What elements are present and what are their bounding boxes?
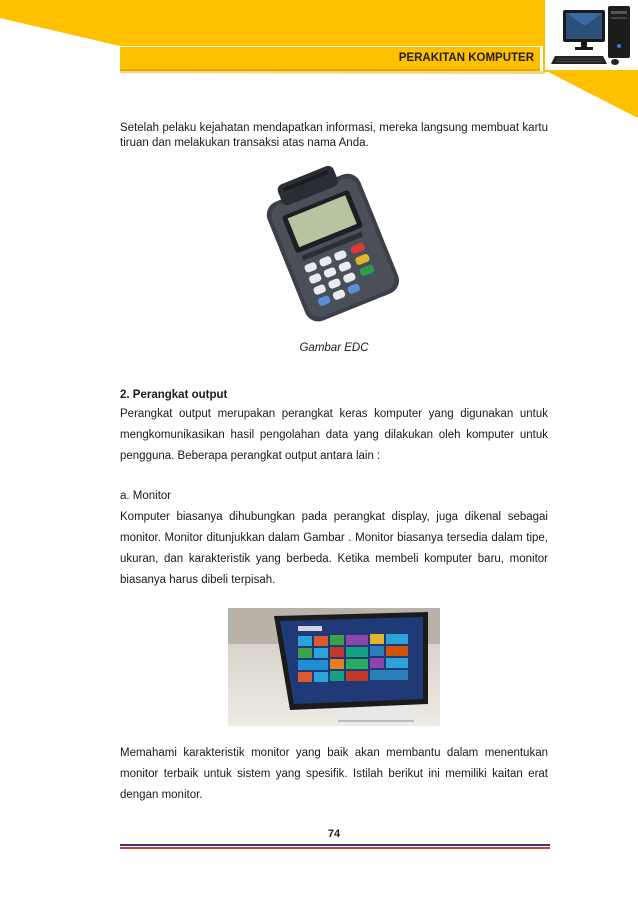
intro-paragraph: Setelah pelaku kejahatan mendapatkan informasi, mereka langsung membuat kartu tiruan dan melakukan transaksi atas nama Anda. (120, 122, 548, 149)
section-paragraph: Perangkat output merupakan perangkat keras komputer yang digunakan untuk mengkomunikasikan hasil pengolahan data yang dilakukan oleh komputer untuk pengguna. Beberapa perangkat output antara lain : (120, 408, 548, 462)
footer-rule-bottom (120, 847, 550, 849)
subsection-heading: a. Monitor (120, 490, 172, 502)
page-number: 74 (327, 828, 341, 840)
header-underline (120, 69, 540, 71)
subsection-paragraph: Komputer biasanya dihubungkan pada perangkat display, juga dikenal sebagai monitor. Monitor ditunjukkan dalam Gambar . Monitor biasanya tersedia dalam tipe, ukuran, dan karakteristik yang berbeda. Ketika membeli komputer baru, monitor biasanya harus dibeli terpisah. (120, 511, 548, 586)
closing-paragraph: Memahami karakteristik monitor yang baik akan membantu dalam menentukan monitor terbaik untuk sistem yang spesifik. Istilah berikut ini memiliki kaitan erat dengan monitor. (120, 747, 548, 801)
desktop-computer-icon (543, 0, 638, 72)
footer-rule-top (120, 844, 550, 846)
figure-caption-edc: Gambar EDC (299, 342, 369, 354)
running-header-title: PERAKITAN KOMPUTER (398, 52, 534, 64)
section-heading: 2. Perangkat output (120, 389, 228, 401)
monitor-image (228, 608, 440, 726)
running-header (120, 47, 540, 69)
edc-terminal-image (252, 165, 416, 325)
